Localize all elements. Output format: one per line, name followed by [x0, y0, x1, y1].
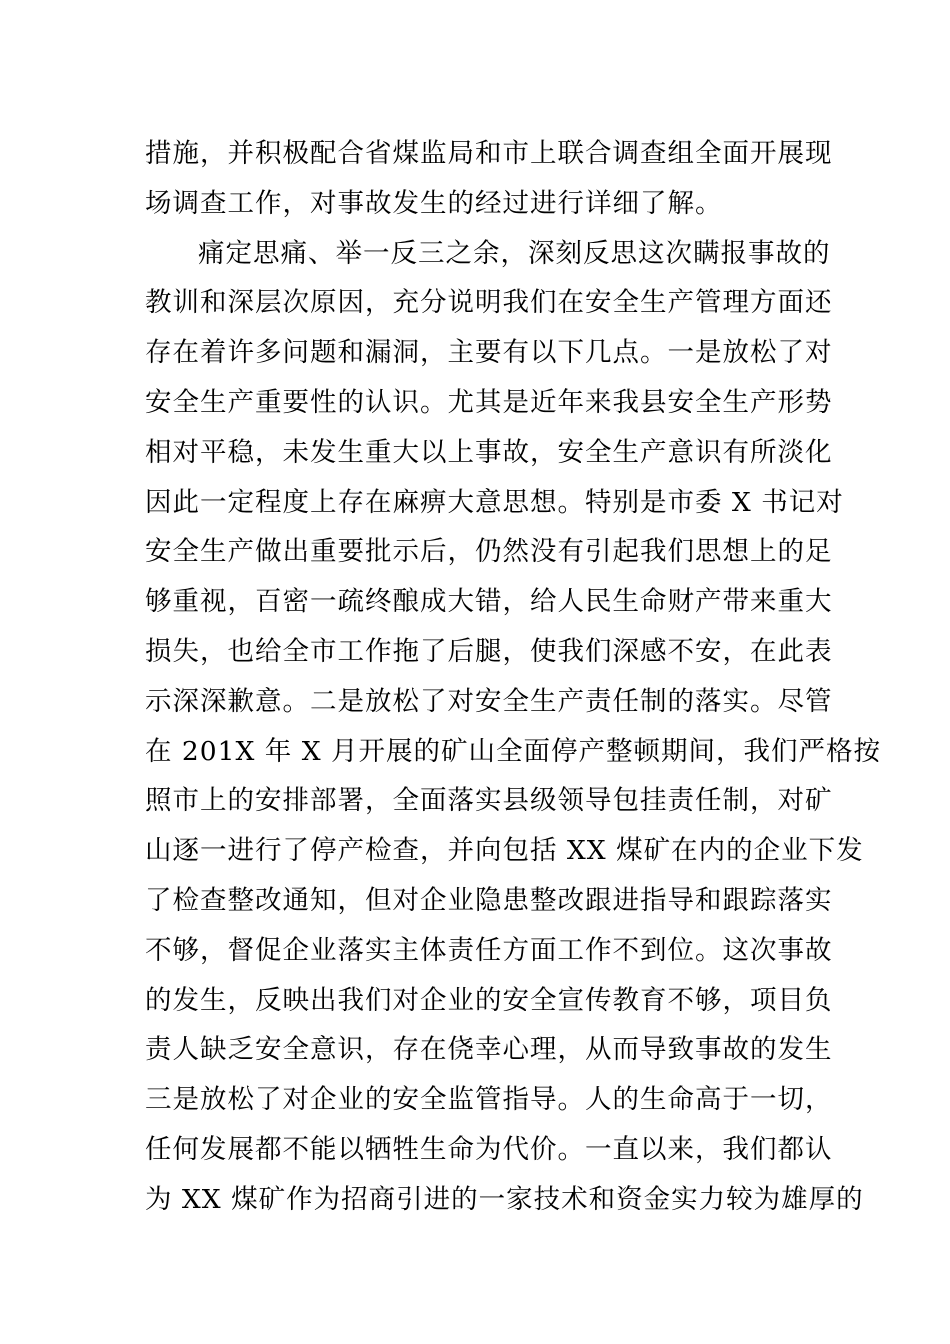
text-line: 为 XX 煤矿作为招商引进的一家技术和资金实力较为雄厚的: [145, 1183, 864, 1215]
text-line: 不够，督促企业落实主体责任方面工作不到位。这次事故: [145, 934, 833, 966]
paragraph-first-line: 痛定思痛、举一反三之余，深刻反思这次瞒报事故的: [198, 237, 831, 269]
text-line: 场调查工作，对事故发生的经过进行详细了解。: [145, 187, 723, 219]
text-line: 三是放松了对企业的安全监管指导。人的生命高于一切，: [145, 1084, 833, 1116]
text-line: 够重视，百密一疏终酿成大错，给人民生命财产带来重大: [145, 586, 833, 618]
text-line: 在 201X 年 X 月开展的矿山全面停产整顿期间，我们严格按: [145, 735, 882, 767]
text-line: 因此一定程度上存在麻痹大意思想。特别是市委 X 书记对: [145, 486, 844, 518]
text-line: 措施，并积极配合省煤监局和市上联合调查组全面开展现: [145, 138, 833, 169]
text-line: 安全生产做出重要批示后，仍然没有引起我们思想上的足: [145, 536, 833, 568]
text-line: 损失，也给全市工作拖了后腿，使我们深感不安，在此表: [145, 635, 833, 667]
text-line: 安全生产重要性的认识。尤其是近年来我县安全生产形势: [145, 386, 833, 418]
text-line: 教训和深层次原因，充分说明我们在安全生产管理方面还: [145, 287, 833, 319]
text-line: 责人缺乏安全意识，存在侥幸心理，从而导致事故的发生: [145, 1034, 833, 1066]
text-line: 存在着许多问题和漏洞，主要有以下几点。一是放松了对: [145, 337, 833, 369]
text-line: 照市上的安排部署，全面落实县级领导包挂责任制，对矿: [145, 785, 833, 817]
text-line: 示深深歉意。二是放松了对安全生产责任制的落实。尽管: [145, 685, 833, 717]
text-line: 相对平稳，未发生重大以上事故，安全生产意识有所淡化: [145, 436, 833, 468]
text-line: 山逐一进行了停产检查，并向包括 XX 煤矿在内的企业下发: [145, 835, 864, 867]
text-line: 任何发展都不能以牺牲生命为代价。一直以来，我们都认: [145, 1133, 833, 1165]
text-line: 了检查整改通知，但对企业隐患整改跟进指导和跟踪落实: [145, 884, 833, 916]
text-line: 的发生，反映出我们对企业的安全宣传教育不够，项目负: [145, 984, 833, 1016]
body-text: [145, 129, 882, 1225]
